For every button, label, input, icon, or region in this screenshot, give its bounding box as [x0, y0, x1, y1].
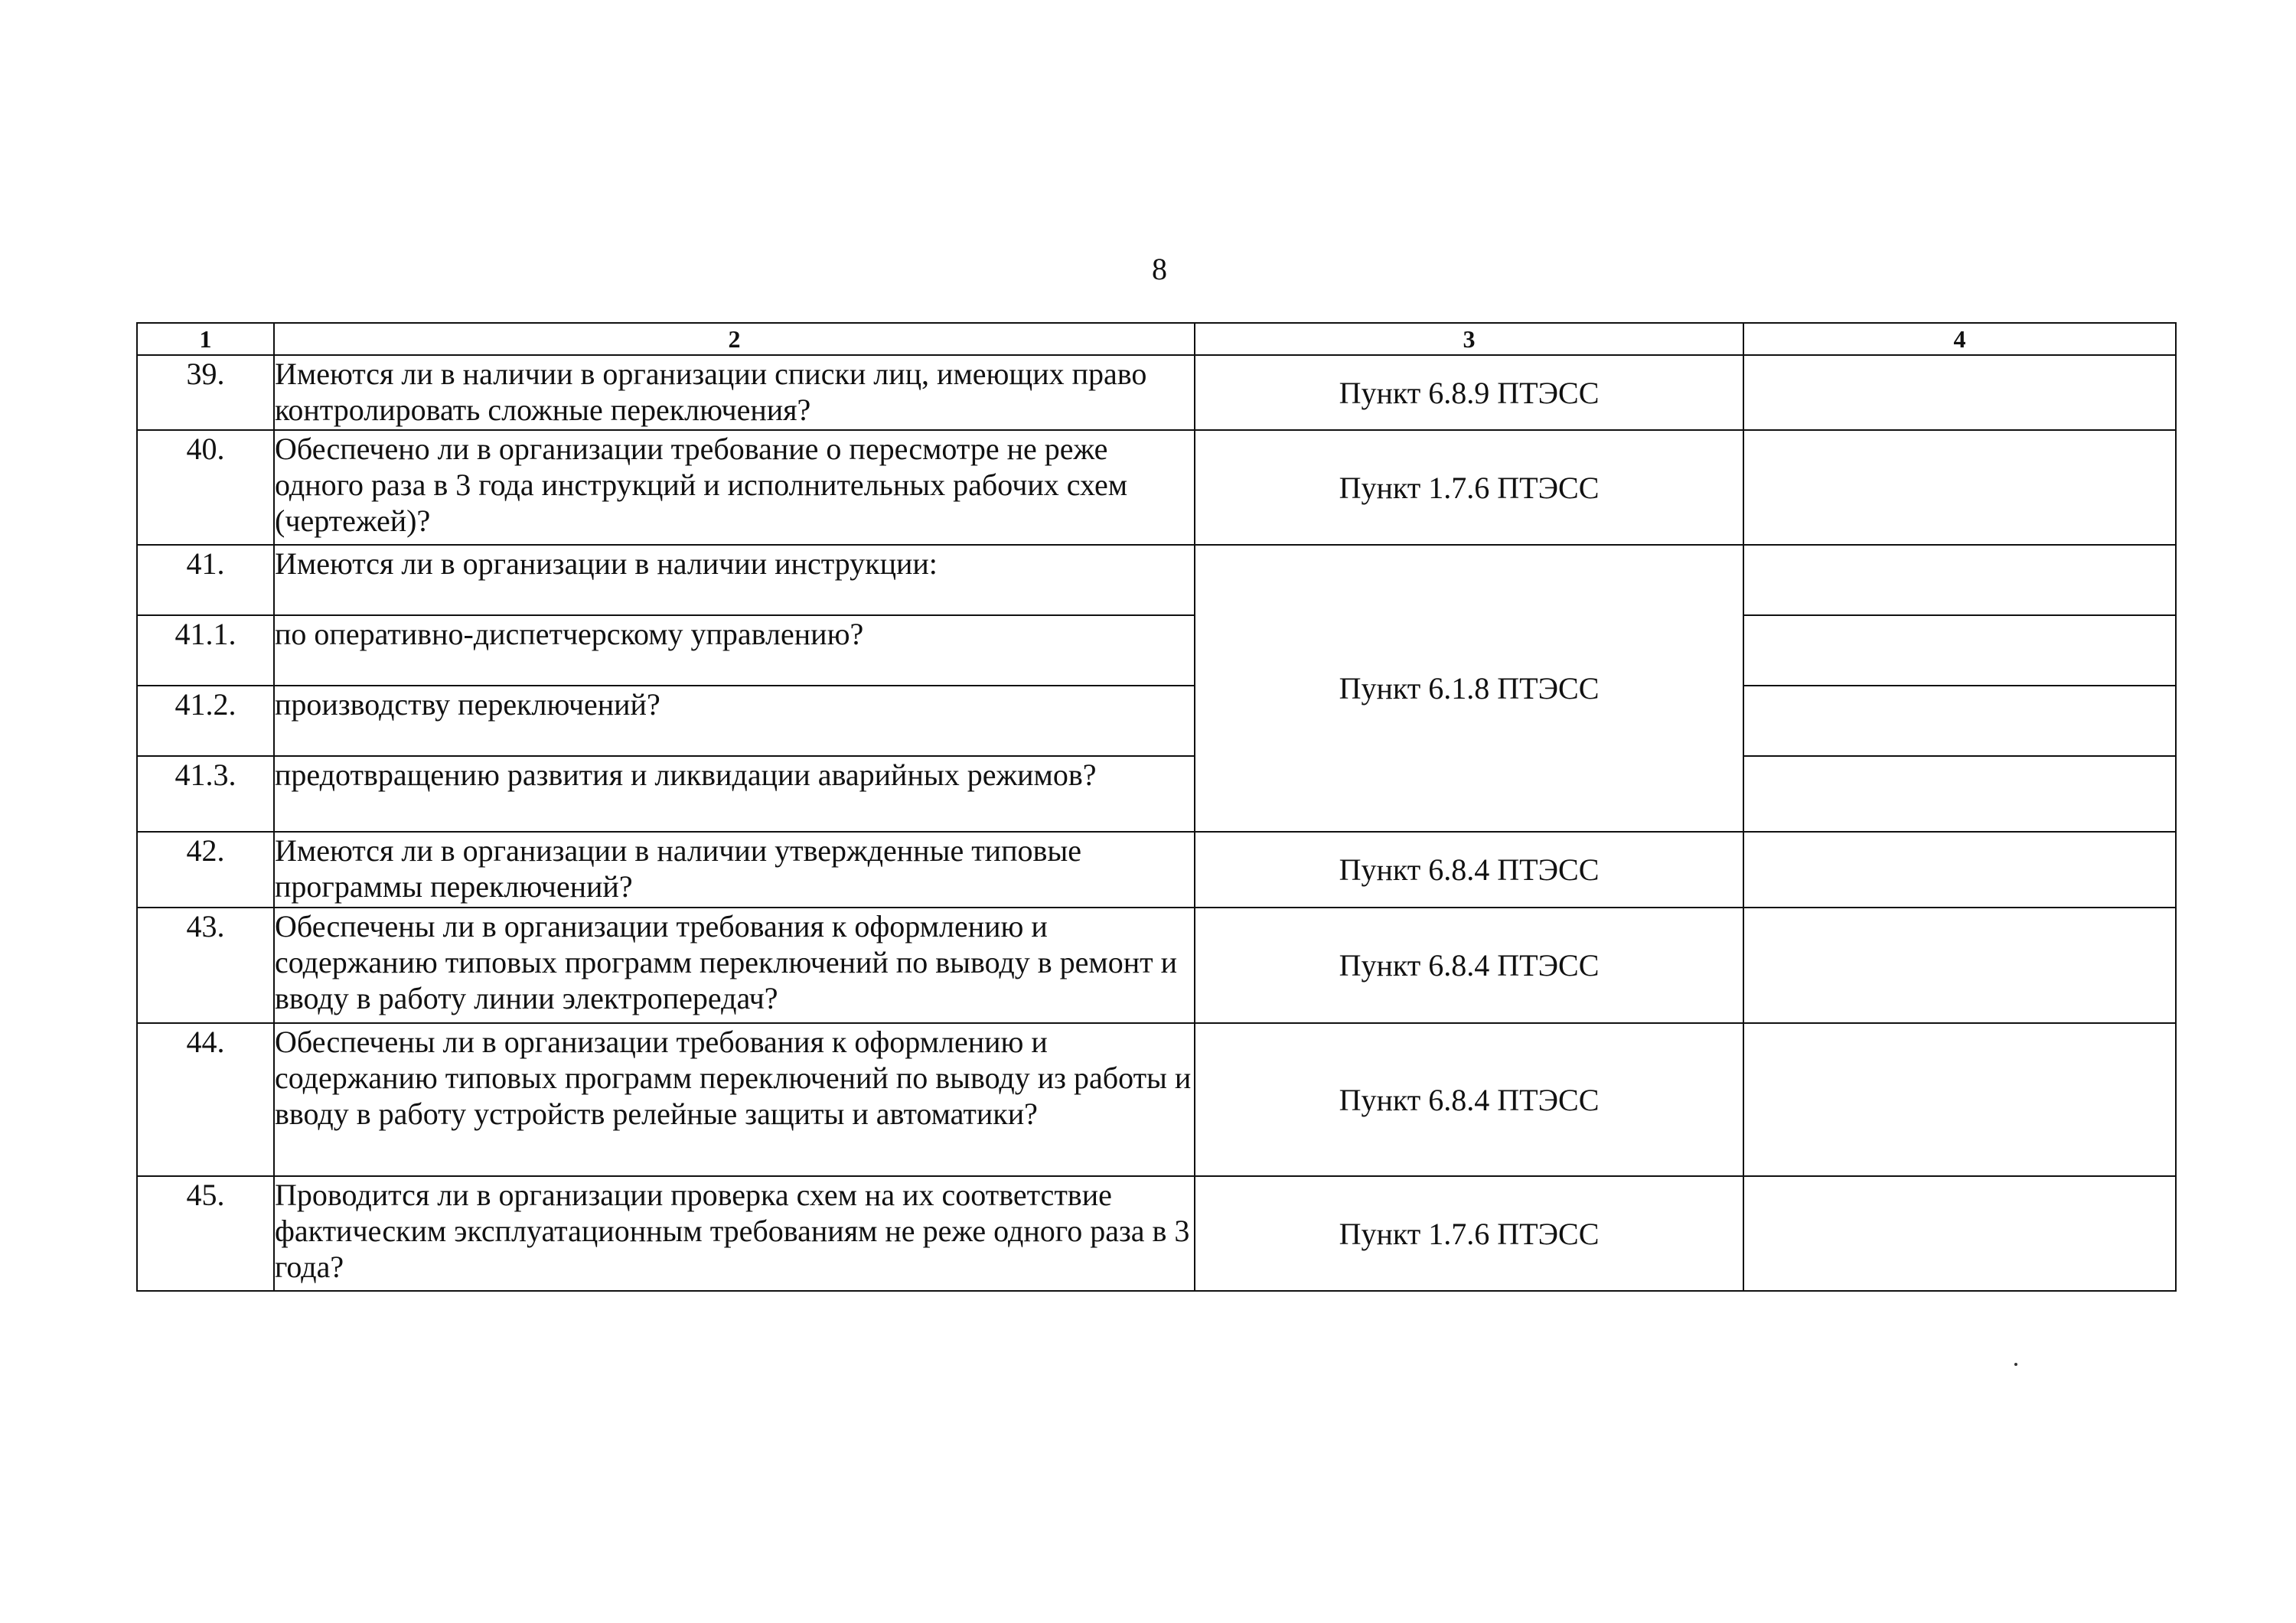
row-number: 45.	[137, 1176, 274, 1291]
row-question: по оперативно-диспетчерскому управлению?	[274, 615, 1195, 686]
row-number: 42.	[137, 832, 274, 908]
row-norm-reference: Пункт 6.8.4 ПТЭСС	[1195, 1023, 1743, 1176]
page-number: 8	[1152, 252, 1167, 286]
row-norm-reference: Пункт 6.8.4 ПТЭСС	[1195, 832, 1743, 908]
column-header-result: 4	[1743, 323, 2176, 355]
row-question: Обеспечено ли в организации требование о пересмотре не реже одного раза в 3 года инструкций и исполнительных рабочих схем (чертежей)?	[274, 430, 1195, 545]
row-number: 40.	[137, 430, 274, 545]
column-header-number: 1	[137, 323, 274, 355]
row-question: Обеспечены ли в организации требования к оформлению и содержанию типовых программ переключений по выводу в ремонт и вводу в работу линии электропередач?	[274, 908, 1195, 1023]
row-norm-reference: Пункт 1.7.6 ПТЭСС	[1195, 430, 1743, 545]
column-header-question: 2	[274, 323, 1195, 355]
row-norm-reference: Пункт 6.8.4 ПТЭСС	[1195, 908, 1743, 1023]
row-result-cell	[1743, 756, 2176, 832]
table-row	[137, 756, 2176, 832]
column-header-norm: 3	[1195, 323, 1743, 355]
table-row	[137, 545, 2176, 615]
row-norm-reference: Пункт 6.8.9 ПТЭСС	[1195, 355, 1743, 430]
row-question: Имеются ли в организации в наличии инструкции:	[274, 545, 1195, 615]
scan-speck	[2014, 1363, 2017, 1366]
row-number: 41.1.	[137, 615, 274, 686]
row-question: Имеются ли в наличии в организации списки лиц, имеющих право контролировать сложные переключения?	[274, 355, 1195, 430]
table-row	[137, 908, 2176, 1023]
table-row	[137, 686, 2176, 756]
table-row	[137, 430, 2176, 545]
row-result-cell	[1743, 545, 2176, 615]
row-question: производству переключений?	[274, 686, 1195, 756]
row-result-cell	[1743, 615, 2176, 686]
row-question: предотвращению развития и ликвидации аварийных режимов?	[274, 756, 1195, 832]
row-question: Обеспечены ли в организации требования к оформлению и содержанию типовых программ переключений по выводу из работы и вводу в работу устройств релейные защиты и автоматики?	[274, 1023, 1195, 1176]
row-question: Проводится ли в организации проверка схем на их соответствие фактическим эксплуатационным требованиям не реже одного раза в 3 года?	[274, 1176, 1195, 1291]
row-number: 43.	[137, 908, 274, 1023]
row-result-cell	[1743, 908, 2176, 1023]
row-result-cell	[1743, 1176, 2176, 1291]
row-result-cell	[1743, 686, 2176, 756]
row-number: 41.3.	[137, 756, 274, 832]
table-row	[137, 1176, 2176, 1291]
table-row	[137, 615, 2176, 686]
row-result-cell	[1743, 430, 2176, 545]
table-row	[137, 355, 2176, 430]
row-result-cell	[1743, 355, 2176, 430]
row-norm-reference: Пункт 6.1.8 ПТЭСС	[1195, 545, 1743, 832]
row-number: 39.	[137, 355, 274, 430]
table-row	[137, 1023, 2176, 1176]
row-number: 44.	[137, 1023, 274, 1176]
row-question: Имеются ли в организации в наличии утвержденные типовые программы переключений?	[274, 832, 1195, 908]
table-row	[137, 832, 2176, 908]
row-result-cell	[1743, 832, 2176, 908]
row-number: 41.	[137, 545, 274, 615]
row-norm-reference: Пункт 1.7.6 ПТЭСС	[1195, 1176, 1743, 1291]
checklist-table	[136, 322, 2177, 1292]
table-header-row	[137, 323, 2176, 355]
row-result-cell	[1743, 1023, 2176, 1176]
row-number: 41.2.	[137, 686, 274, 756]
